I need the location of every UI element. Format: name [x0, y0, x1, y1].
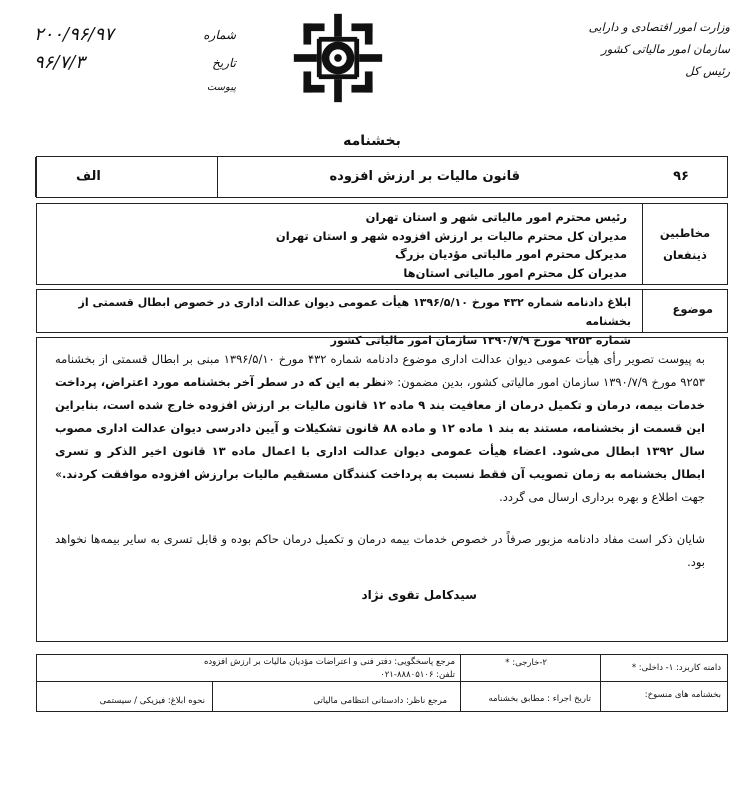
footer-row-2 — [36, 682, 728, 712]
subject-line: شماره ۹۲۵۳ مورخ ۱۳۹۰/۷/۹ سازمان امور مالیاتی کشور — [330, 334, 631, 347]
law-cell — [217, 157, 632, 197]
external-label: ۲-خارجی: * — [505, 658, 547, 668]
footer-divider — [600, 655, 601, 681]
audience-item: مدیرکل محترم امور مالیاتی مؤدیان بزرگ — [394, 247, 627, 261]
date-row — [26, 52, 236, 80]
law-name: قانون مالیات بر ارزش افزوده — [329, 169, 520, 184]
subject-row — [36, 289, 728, 347]
scope-label: دامنه کاربرد: ۱- داخلی: * — [631, 663, 721, 673]
ruling-quote: نظر به این که در سطر آخر بخشنامه مورد اعتراض، پرداخت خدمات بیمه، درمان و تکمیل درمان از معافیت بند ۹ ماده ۱۲ قانون مالیات بر ارزش افزوده خارج شده است، بنابراین این قسمت از بخشنامه، مستند به بند ۱ ماده ۱۲ و ماده ۸۸ قانون تشکیلات و آیین دادرسی دیوان عدالت اداری مصوب سال ۱۳۹۲ ابطال می‌شود. اعضاء هیأت عمومی دیوان عدالت اداری با اعمال ماده ۱۳ قانون اخیر الذکر و تسری ابطال بخشنامه به زمان تصویب آن فقط نسبت به پرداخت کنندگان مستقیم مالیات برارزش افزوده موافقت کردند. — [55, 375, 705, 481]
body-intro: به پیوست تصویر رأی هیأت عمومی دیوان عدالت اداری موضوع دادنامه شماره ۴۳۲ مورخ ۱۳۹۶/۵/۱۰ مبنی بر ابطال قسمتی از بخشنامه ۹۲۵۳ مورخ ۱۳۹۰/۷/۹ سازمان امور مالیاتی کشور، بدین مضمون: « — [55, 352, 706, 389]
body-closing: » جهت اطلاع و بهره برداری ارسال می گردد. — [55, 467, 705, 504]
response-reference: مرجع پاسخگویی: دفتر فنی و اعتراضات مؤدیان مالیات بر ارزش افزوده — [203, 657, 455, 667]
date-label: تاریخ — [212, 56, 236, 70]
body-paragraph-2: شایان ذکر است مفاد دادنامه مزبور صرفاً در خصوص خدمات بیمه درمان و تکمیل درمان حاکم بوده و قابل تسری به سایر بیمه‌ها نخواهد بود. — [55, 532, 705, 569]
footer-divider — [460, 655, 461, 681]
audience-label — [649, 222, 721, 266]
tax-organization-logo-icon — [290, 10, 386, 106]
supervisor-reference: مرجع ناظر: دادستانی انتظامی مالیاتی — [313, 696, 447, 706]
body-box — [36, 337, 728, 642]
number-value: ۲۰۰/۹۶/۹۷ — [34, 24, 114, 45]
audience-item: مدیران کل محترم مالیات بر ارزش افزوده شهر و استان تهران — [275, 228, 627, 243]
footer-divider — [600, 682, 601, 711]
number-label: شماره — [203, 28, 236, 42]
audience-row — [36, 203, 728, 285]
audience-item: رئیس محترم امور مالیاتی شهر و استان تهران — [365, 210, 627, 224]
organization-name: سازمان امور مالیاتی کشور — [601, 42, 730, 56]
phone-number: تلفن: ۸۸۸۰۵۱۰۶-۰۲۱ — [380, 670, 455, 680]
execution-date: تاریخ اجراء : مطابق بخشنامه — [488, 694, 591, 704]
number-row — [26, 24, 236, 52]
subject-line: ابلاغ دادنامه شماره ۴۳۲ مورخ ۱۳۹۶/۵/۱۰ هیأت عمومی دیوان عدالت اداری در خصوص ابطال قسمتی از بخشنامه — [78, 296, 631, 328]
audience-item: مدیران کل محترم امور مالیاتی استان‌ها — [403, 265, 627, 280]
audience-label-line1: مخاطبین — [659, 226, 711, 240]
audience-label-line2: ذینفعان — [663, 248, 707, 262]
footer-row-1 — [36, 654, 728, 682]
circular-number-cell — [632, 157, 727, 197]
ministry-name: وزارت امور اقتصادی و دارایی — [588, 20, 730, 34]
series-cell — [35, 157, 217, 197]
circular-info-row — [36, 156, 728, 198]
attachment-label: پیوست — [206, 82, 236, 93]
body-paragraph-1 — [55, 348, 705, 509]
audience-list — [67, 208, 627, 282]
footer-divider — [212, 682, 213, 711]
audience-divider — [642, 204, 643, 284]
organization-header — [490, 16, 730, 82]
signer-title: رئیس کل — [685, 64, 730, 78]
letter-metadata — [26, 24, 236, 108]
signature-name: سیدکامل تقوی نژاد — [361, 588, 477, 602]
series-letter: الف — [76, 169, 101, 184]
page-title: بخشنامه — [343, 133, 401, 149]
attachment-row — [26, 80, 236, 108]
subject-divider — [642, 290, 643, 332]
revoked-circulars-label: بخشنامه های منسوخ: — [644, 690, 721, 700]
notification-method: نحوه ابلاغ: فیزیکی / سیستمی — [99, 696, 205, 706]
subject-label: موضوع — [672, 302, 713, 316]
footer-divider — [460, 682, 461, 711]
date-value: ۹۶/۷/۳ — [34, 52, 85, 73]
circular-number: ۹۶ — [673, 169, 689, 184]
